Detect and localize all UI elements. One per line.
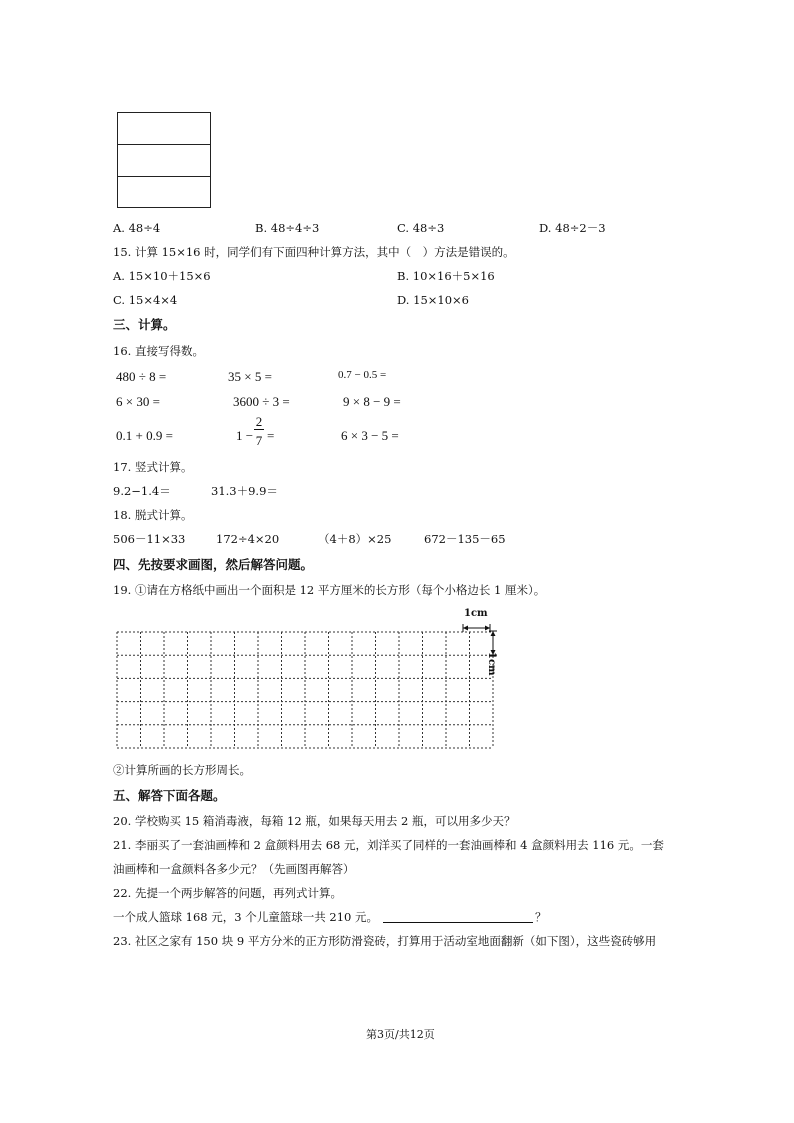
section3-title: 三、计算。	[113, 317, 176, 332]
q16-r2-a: 6 × 30 =	[116, 394, 160, 409]
rectangle-part	[118, 177, 210, 209]
q19-stem: 19. ①请在方格纸中画出一个面积是 12 平方厘米的长方形（每个小格边长 1 厘米）。	[113, 583, 546, 597]
q16-fraction	[254, 414, 264, 448]
unit-label-v: 1cm	[486, 652, 497, 676]
page-number: 第3页/共12页	[366, 1028, 435, 1041]
q14-option-d: D. 48÷2－3	[539, 221, 606, 235]
section4-title: 四、先按要求画图，然后解答问题。	[113, 557, 314, 572]
rectangle-figure	[117, 112, 211, 208]
q16-stem: 16. 直接写得数。	[113, 344, 204, 358]
q17-item-2: 31.3＋9.9＝	[211, 484, 278, 498]
q14-option-b: B. 48÷4÷3	[255, 221, 320, 235]
q22-line1: 22. 先提一个两步解答的问题，再列式计算。	[113, 886, 342, 900]
q17-item-1: 9.2−1.4＝	[113, 484, 171, 498]
arrow-up-icon	[491, 631, 496, 636]
q18-stem: 18. 脱式计算。	[113, 508, 193, 522]
q15-option-b: B. 10×16＋5×16	[397, 269, 495, 283]
q16-r3-b-suffix: =	[267, 428, 275, 443]
section5-title: 五、解答下面各题。	[113, 788, 226, 803]
q15-option-a: A. 15×10＋15×6	[113, 269, 211, 283]
q16-r3-a: 0.1 + 0.9 =	[116, 428, 173, 443]
rectangle-part	[118, 113, 210, 145]
q18-item-2: 172÷4×20	[216, 532, 280, 546]
q20-text: 20. 学校购买 15 箱消毒液，每箱 12 瓶，如果每天用去 2 瓶，可以用多少天？	[113, 814, 516, 828]
q21-line2: 油画棒和一盒颜料各多少元？（先画图再解答）	[113, 862, 355, 876]
q16-r2-b: 3600 ÷ 3 =	[233, 394, 290, 409]
q21-line1: 21. 李丽买了一套油画棒和 2 盒颜料用去 68 元，刘洋买了同样的一套油画棒和 4 盒颜料用去 116 元。一套	[113, 838, 664, 852]
q19-part2: ②计算所画的长方形周长。	[113, 763, 251, 777]
q23-line1: 23. 社区之家有 150 块 9 平方分米的正方形防滑瓷砖，打算用于活动室地面翻新（如下图），这些瓷砖够用	[113, 934, 657, 948]
q16-r1-c: 0.7 − 0.5 =	[338, 369, 387, 381]
q16-r3-c: 6 × 3 − 5 =	[341, 428, 399, 443]
answer-blank[interactable]	[383, 922, 533, 923]
q18-item-1: 506－11×33	[113, 532, 186, 546]
q22-line2-suffix: ？	[535, 910, 547, 924]
fraction-numerator: 2	[255, 414, 263, 429]
q18-item-4: 672－135－65	[424, 532, 506, 546]
unit-label-h: 1cm	[464, 608, 488, 619]
q16-r2-c: 9 × 8 − 9 =	[343, 394, 401, 409]
fraction-denominator: 7	[255, 433, 263, 448]
q15-option-d: D. 15×10×6	[397, 293, 469, 307]
q22-line2-prefix: 一个成人篮球 168 元，3 个儿童篮球一共 210 元。	[113, 910, 378, 924]
q16-r3-b-prefix: 1 −	[236, 428, 254, 443]
q16-r1-a: 480 ÷ 8 =	[116, 369, 167, 384]
fraction-bar	[254, 429, 264, 430]
q15-stem: 15. 计算 15×16 时，同学们有下面四种计算方法，其中（ ）方法是错误的。	[113, 245, 515, 259]
rectangle-part	[118, 145, 210, 177]
q14-option-c: C. 48÷3	[397, 221, 445, 235]
q17-stem: 17. 竖式计算。	[113, 460, 193, 474]
arrow-left-icon	[463, 626, 468, 631]
q16-r1-b: 35 × 5 =	[228, 369, 272, 384]
arrow-right-icon	[485, 626, 490, 631]
q14-option-a: A. 48÷4	[113, 221, 161, 235]
grid-paper[interactable]	[116, 631, 498, 750]
q15-option-c: C. 15×4×4	[113, 293, 178, 307]
q18-item-3: （4＋8）×25	[318, 532, 392, 546]
